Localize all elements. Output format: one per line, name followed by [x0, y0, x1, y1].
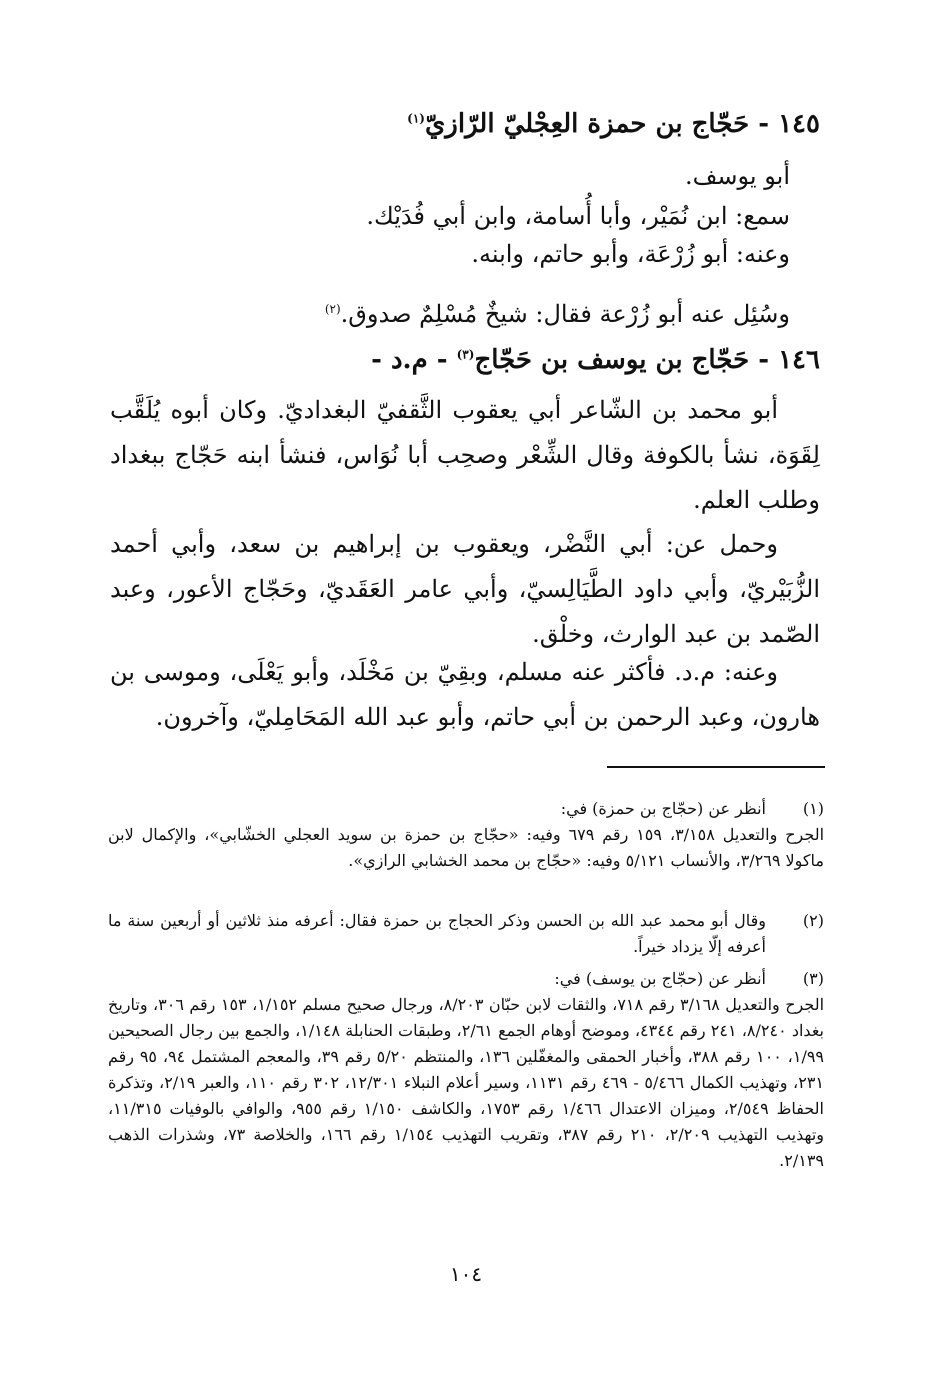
footnote-3-intro: أنظر عن (حجّاج بن يوسف) في: — [554, 969, 766, 988]
entry-146-heading — [110, 342, 820, 378]
entry-146-sigla: - م.د - — [371, 345, 448, 375]
footnote-1 — [108, 796, 824, 874]
footnote-3 — [108, 966, 824, 1174]
footnote-ref-1[interactable]: (١) — [407, 111, 425, 126]
footnote-ref-2[interactable]: (٢) — [324, 302, 341, 316]
entry-145-asked — [110, 294, 790, 334]
footnote-1-intro: أنظر عن (حجّاج بن حمزة) في: — [560, 799, 766, 818]
page-number: ١٠٤ — [449, 1262, 483, 1286]
entry-146-title: ١٤٦ - حَجّاج بن يوسف بن حَجّاج — [474, 345, 820, 375]
footnote-2-text: وقال أبو محمد عبد الله بن الحسن وذكر الحجاج بن حمزة فقال: أعرفه منذ ثلاثين أو أربعين سنة ما أعرفه إلّا يزداد خيراً. — [108, 911, 766, 956]
footnote-ref-3[interactable]: (٣) — [456, 347, 475, 362]
entry-146-bio: أبو محمد بن الشّاعر أبي يعقوب الثَّقفيّ البغداديّ. وكان أبوه يُلَقَّب لِقَوَة، نشأ بالكوفة وقال الشِّعْر وصحِب أبا نُوَاس، فنشأ ابنه حَجّاج ببغداد وطلب العلم. — [110, 396, 820, 514]
footnote-2 — [108, 908, 824, 960]
footnote-3-text: الجرح والتعديل ٣/١٦٨ رقم ٧١٨، والثقات لابن حبّان ٨/٢٠٣، ورجال صحيح مسلم ١/١٥٢، ١٥٣ رقم ٣٠٦، وتاريخ بغداد ٨/٢٤٠، ٢٤١ رقم ٤٣٤٤، وموضح أوهام الجمع ٢/٦١، وطبقات الحنابلة ١/١٤٨، والجمع بين رجال الصحيحين ١/٩٩، ١٠٠ رقم ٣٨٨، وأخبار الحمقى والمغفّلين ١٣٦، والمنتظم ٥/٢٠ رقم ٣٩، والمعجم المشتمل ٩٤، ٩٥ رقم ٢٣١، وتهذيب الكمال ٥/٤٦٦ - ٤٦٩ رقم ١١٣١، وسير أعلام النبلاء ١٢/٣٠١، ٣٠٢ رقم ١١٠، والعبر ٢/١٩، وتذكرة الحفاظ ٢/٥٤٩، وميزان الاعتدال ١/٤٦٦ رقم ١٧٥٣، والكاشف ١/١٥٠ رقم ٩٥٥، والوافي بالوفيات ١١/٣١٥، وتهذيب التهذيب ٢/٢٠٩، ٢١٠ رقم ٣٨٧، وتقريب التهذيب ١/١٥٤ رقم ١٦٦، والخلاصة ٧٣، وشذرات الذهب ٢/١٣٩. — [108, 995, 825, 1170]
entry-145-title: ١٤٥ - حَجّاج بن حمزة العِجْليّ الرّازيّ — [424, 109, 820, 139]
entry-145-asked-text: وسُئِل عنه أبو زُرْعة فقال: شيخٌ مُسْلِمٌ صدوق. — [340, 300, 790, 328]
footnote-1-text: الجرح والتعديل ٣/١٥٨، ١٥٩ رقم ٦٧٩ وفيه: «حجّاج بن حمزة بن سويد العجلي الخشّابي»، والإكمال لابن ماكولا ٣/٢٦٩، والأنساب ٥/١٢١ وفيه: «حجّاج بن محمد الخشابي الرازي». — [108, 825, 825, 870]
footnote-separator — [607, 766, 825, 768]
footnote-3-number: (٣) — [802, 969, 824, 988]
entry-146-students: وعنه: م.د. فأكثر عنه مسلم، وبقِيّ بن مَخْلَد، وأبو يَعْلَى، وموسى بن هارون، وعبد الرحمن بن أبي حاتم، وأبو عبد الله المَحَامِليّ، وآخرون. — [110, 658, 820, 731]
footnote-2-number: (٢) — [802, 911, 824, 930]
entry-145-kunya: أبو يوسف. — [684, 162, 790, 190]
entry-145-from-him: وعنه: أبو زُرْعَة، وأبو حاتم، وابنه. — [471, 240, 790, 268]
entry-145-heard: سمع: ابن نُمَيْر، وأبا أُسامة، وابن أبي فُدَيْك. — [366, 202, 790, 230]
entry-145-heading — [110, 106, 820, 142]
entry-146-narrated-from: وحمل عن: أبي النَّضْر، ويعقوب بن إبراهيم بن سعد، وأبي أحمد الزُّبَيْريّ، وأبي داود الطَّيَالِسيّ، وأبي عامر العَقَديّ، وحَجّاج الأعور، وعبد الصّمد بن عبد الوارث، وخلْق. — [110, 530, 820, 648]
footnote-1-number: (١) — [802, 799, 824, 818]
